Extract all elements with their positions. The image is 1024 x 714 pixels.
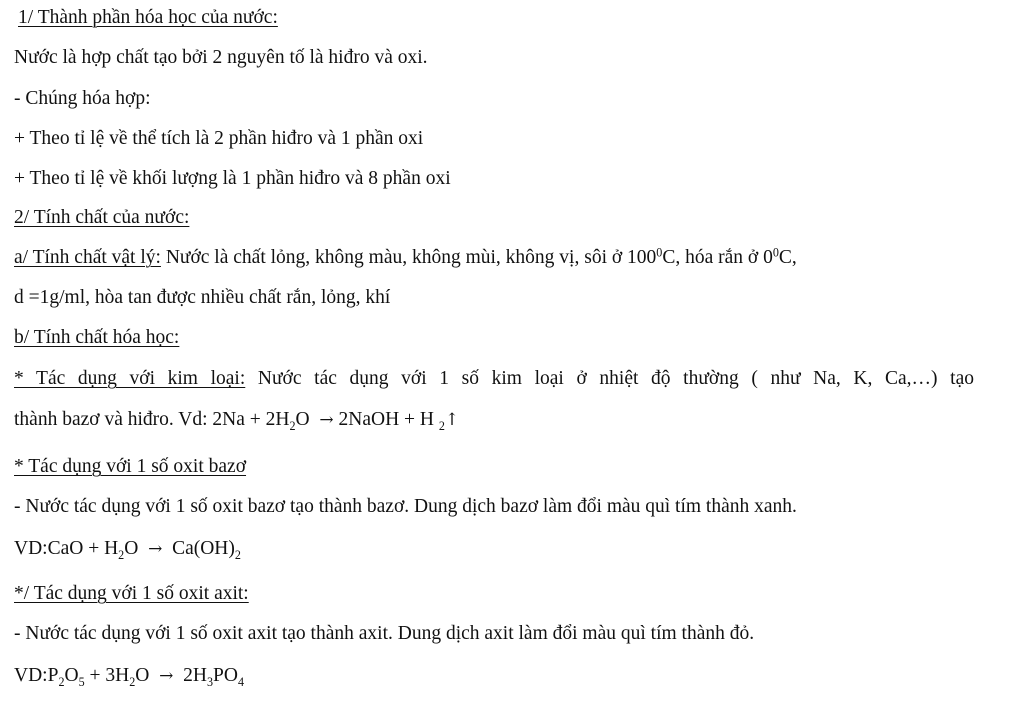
section1-heading: 1/ Thành phần hóa học của nước: [18,7,278,28]
chemical-properties-label: b/ Tính chất hóa học: [14,327,180,348]
metal-reaction-text: Nước tác dụng với 1 số kim loại ở nhiệt độ thường ( như Na, K, Ca,…) tạo [245,368,974,389]
physical-properties-line [14,246,797,270]
equation-term: O [295,409,310,430]
gas-arrow-icon: ↑ [444,410,460,430]
section2-heading: 2/ Tính chất của nước: [14,207,190,228]
equation-prefix: VD: [14,665,48,686]
equation-term: O [135,665,150,686]
equation-term: P [47,665,59,686]
metal-reaction-line [14,367,974,391]
degree-superscript: 0 [656,245,663,260]
equation-prefix: VD: [14,538,48,559]
equation-term: 2H [183,665,207,686]
equation-term: + 3H [84,665,130,686]
metal-reaction-text2: thành bazơ và hiđro. Vd: [14,409,213,430]
acid-oxide-equation [14,664,244,688]
basic-oxide-equation [14,537,241,561]
subscript: 2 [289,419,296,434]
subscript: 4 [237,675,244,690]
equation-term: 2NaOH + H [338,409,434,430]
subscript: 2 [129,675,136,690]
reaction-arrow-icon: → [319,410,334,430]
volume-ratio-text: + Theo tỉ lệ về thể tích là 2 phần hiđro và 1 phần oxi [14,128,424,149]
reaction-arrow-icon: → [159,666,174,686]
subscript: 2 [118,548,125,563]
equation-term: Ca(OH) [172,538,235,559]
subscript: 2 [438,419,445,434]
acid-oxide-label: */ Tác dụng với 1 số oxit axit: [14,583,249,604]
mass-ratio-text: + Theo tỉ lệ về khối lượng là 1 phần hiđro và 8 phần oxi [14,168,451,189]
equation-term: PO [213,665,238,686]
subscript: 2 [58,675,65,690]
physical-text-b: C, hóa rắn ở 0 [662,247,773,268]
physical-properties-label: a/ Tính chất vật lý: [14,247,161,268]
equation-term: 2Na + 2H [212,409,290,430]
composition-text: Nước là hợp chất tạo bởi 2 nguyên tố là hiđro và oxi. [14,47,428,68]
equation-term: CaO + H [47,538,119,559]
physical-text-c: C, [778,247,797,268]
basic-oxide-text: - Nước tác dụng với 1 số oxit bazơ tạo thành bazơ. Dung dịch bazơ làm đổi màu quì tím thành xanh. [14,496,797,517]
reaction-arrow-icon: → [148,539,163,559]
physical-text-a: Nước là chất lỏng, không màu, không mùi, không vị, sôi ở 100 [160,247,657,268]
subscript: 2 [234,548,241,563]
subscript: 3 [206,675,214,690]
equation-term: O [64,665,79,686]
basic-oxide-label: * Tác dụng với 1 số oxit bazơ [14,456,247,477]
acid-oxide-text: - Nước tác dụng với 1 số oxit axit tạo thành axit. Dung dịch axit làm đổi màu quì tím thành đỏ. [14,623,755,644]
subscript: 5 [78,675,85,690]
degree-superscript: 0 [772,245,779,260]
combination-text: - Chúng hóa hợp: [14,88,151,109]
physical-properties-line2: d =1g/ml, hòa tan được nhiều chất rắn, lỏng, khí [14,287,391,308]
metal-reaction-label: * Tác dụng với kim loại: [14,368,246,389]
metal-reaction-equation-line [14,408,459,432]
equation-term: O [124,538,139,559]
